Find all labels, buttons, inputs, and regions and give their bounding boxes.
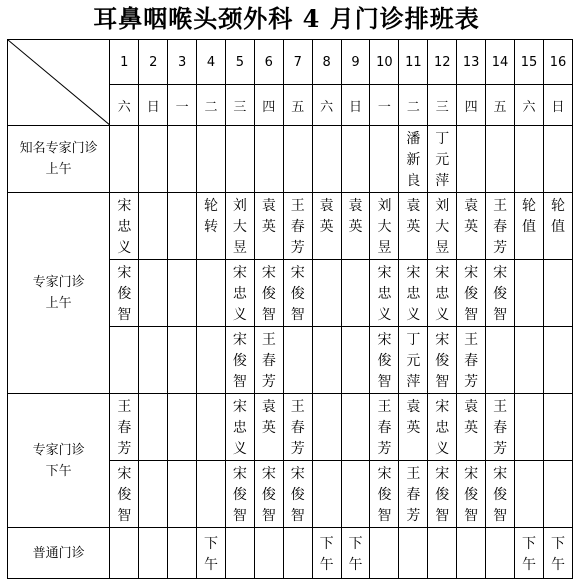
schedule-cell bbox=[139, 193, 168, 260]
schedule-cell bbox=[168, 126, 197, 193]
schedule-cell bbox=[168, 461, 197, 528]
weekday-cell: 一 bbox=[168, 85, 197, 126]
schedule-cell bbox=[197, 193, 226, 260]
schedule-cell bbox=[543, 126, 572, 193]
date-cell: 7 bbox=[283, 40, 312, 85]
doctor-name: 宋俊智 bbox=[290, 466, 305, 524]
schedule-cell bbox=[197, 461, 226, 528]
schedule-cell bbox=[457, 260, 486, 327]
schedule-cell bbox=[283, 260, 312, 327]
schedule-cell bbox=[515, 461, 544, 528]
weekday-cell: 五 bbox=[283, 85, 312, 126]
schedule-cell bbox=[370, 126, 399, 193]
schedule-cell bbox=[515, 260, 544, 327]
weekday-cell: 三 bbox=[428, 85, 457, 126]
doctor-name: 宋俊智 bbox=[377, 466, 392, 524]
schedule-cell bbox=[139, 126, 168, 193]
schedule-cell bbox=[197, 528, 226, 579]
doctor-name: 宋俊智 bbox=[493, 466, 508, 524]
schedule-cell bbox=[515, 126, 544, 193]
schedule-cell bbox=[399, 528, 428, 579]
schedule-cell bbox=[139, 394, 168, 461]
doctor-name: 宋忠义 bbox=[377, 265, 392, 323]
doctor-name: 宋俊智 bbox=[117, 466, 132, 524]
doctor-name: 刘大昱 bbox=[377, 198, 392, 256]
schedule-cell bbox=[312, 327, 341, 394]
doctor-name: 宋俊智 bbox=[261, 466, 276, 524]
doctor-name: 宋忠义 bbox=[232, 265, 247, 323]
schedule-cell bbox=[312, 461, 341, 528]
schedule-cell bbox=[457, 193, 486, 260]
doctor-name: 袁英 bbox=[406, 198, 421, 235]
schedule-cell bbox=[341, 126, 370, 193]
schedule-cell bbox=[283, 327, 312, 394]
schedule-cell bbox=[486, 528, 515, 579]
doctor-name: 宋忠义 bbox=[435, 399, 450, 457]
date-cell: 1 bbox=[110, 40, 139, 85]
schedule-cell bbox=[110, 528, 139, 579]
schedule-cell bbox=[543, 260, 572, 327]
schedule-cell bbox=[168, 394, 197, 461]
doctor-name: 袁英 bbox=[319, 198, 334, 235]
date-cell: 3 bbox=[168, 40, 197, 85]
doctor-name: 轮值 bbox=[550, 198, 565, 235]
schedule-cell bbox=[139, 528, 168, 579]
weekday-cell: 日 bbox=[543, 85, 572, 126]
date-cell: 5 bbox=[225, 40, 254, 85]
schedule-cell bbox=[312, 260, 341, 327]
schedule-cell bbox=[428, 461, 457, 528]
schedule-cell bbox=[197, 126, 226, 193]
weekday-cell: 二 bbox=[399, 85, 428, 126]
schedule-cell bbox=[225, 394, 254, 461]
doctor-name: 宋俊智 bbox=[464, 265, 479, 323]
doctor-name: 宋俊智 bbox=[290, 265, 305, 323]
doctor-name: 袁英 bbox=[348, 198, 363, 235]
schedule-cell bbox=[399, 461, 428, 528]
schedule-cell bbox=[370, 327, 399, 394]
schedule-cell bbox=[457, 327, 486, 394]
weekday-cell: 一 bbox=[370, 85, 399, 126]
row-label-expert-am: 专家门诊 上午 bbox=[8, 193, 110, 394]
schedule-cell bbox=[254, 327, 283, 394]
doctor-name: 王春芳 bbox=[464, 332, 479, 390]
schedule-cell bbox=[515, 193, 544, 260]
date-cell: 8 bbox=[312, 40, 341, 85]
doctor-name: 宋俊智 bbox=[232, 332, 247, 390]
doctor-name: 宋忠义 bbox=[232, 399, 247, 457]
schedule-cell bbox=[312, 126, 341, 193]
date-cell: 2 bbox=[139, 40, 168, 85]
schedule-cell bbox=[110, 193, 139, 260]
schedule-cell bbox=[312, 193, 341, 260]
date-cell: 14 bbox=[486, 40, 515, 85]
schedule-cell bbox=[515, 528, 544, 579]
schedule-cell bbox=[225, 327, 254, 394]
weekday-cell: 六 bbox=[312, 85, 341, 126]
header-diagonal-cell bbox=[8, 40, 110, 126]
schedule-cell bbox=[139, 327, 168, 394]
date-cell: 10 bbox=[370, 40, 399, 85]
doctor-name: 袁英 bbox=[406, 399, 421, 436]
schedule-table bbox=[7, 39, 573, 579]
schedule-cell bbox=[168, 528, 197, 579]
schedule-cell bbox=[225, 528, 254, 579]
schedule-cell bbox=[486, 260, 515, 327]
doctor-name: 丁元萍 bbox=[435, 131, 450, 189]
schedule-cell bbox=[110, 126, 139, 193]
row-label-expert-pm: 专家门诊 下午 bbox=[8, 394, 110, 528]
schedule-cell bbox=[197, 260, 226, 327]
schedule-cell bbox=[457, 461, 486, 528]
weekday-cell: 二 bbox=[197, 85, 226, 126]
date-cell: 16 bbox=[543, 40, 572, 85]
schedule-cell bbox=[110, 394, 139, 461]
weekday-cell: 日 bbox=[341, 85, 370, 126]
schedule-cell bbox=[254, 528, 283, 579]
schedule-cell bbox=[399, 394, 428, 461]
doctor-name: 宋俊智 bbox=[261, 265, 276, 323]
doctor-name: 袁英 bbox=[464, 399, 479, 436]
schedule-cell bbox=[139, 260, 168, 327]
schedule-cell bbox=[254, 260, 283, 327]
schedule-cell bbox=[254, 193, 283, 260]
doctor-name: 王春芳 bbox=[117, 399, 132, 457]
row-label-general: 普通门诊 bbox=[8, 528, 110, 579]
doctor-name: 宋俊智 bbox=[435, 332, 450, 390]
schedule-cell bbox=[457, 394, 486, 461]
doctor-name: 王春芳 bbox=[493, 399, 508, 457]
schedule-cell bbox=[543, 394, 572, 461]
doctor-name: 宋俊智 bbox=[232, 466, 247, 524]
schedule-cell bbox=[283, 528, 312, 579]
doctor-name: 王春芳 bbox=[406, 466, 421, 524]
weekday-cell: 四 bbox=[254, 85, 283, 126]
schedule-cell bbox=[254, 461, 283, 528]
weekday-cell: 五 bbox=[486, 85, 515, 126]
schedule-cell bbox=[486, 327, 515, 394]
schedule-cell bbox=[399, 327, 428, 394]
schedule-cell bbox=[225, 193, 254, 260]
doctor-name: 王春芳 bbox=[493, 198, 508, 256]
schedule-cell bbox=[341, 327, 370, 394]
doctor-name: 宋忠义 bbox=[435, 265, 450, 323]
doctor-name: 下午 bbox=[319, 536, 334, 573]
schedule-cell bbox=[225, 260, 254, 327]
schedule-cell bbox=[197, 327, 226, 394]
schedule-cell bbox=[428, 528, 457, 579]
doctor-name: 宋俊智 bbox=[117, 265, 132, 323]
weekday-cell: 四 bbox=[457, 85, 486, 126]
date-cell: 6 bbox=[254, 40, 283, 85]
schedule-cell bbox=[341, 528, 370, 579]
doctor-name: 袁英 bbox=[261, 198, 276, 235]
diagonal-line bbox=[8, 40, 110, 126]
doctor-name: 宋俊智 bbox=[493, 265, 508, 323]
schedule-cell bbox=[110, 461, 139, 528]
schedule-cell bbox=[283, 461, 312, 528]
doctor-name: 刘大昱 bbox=[435, 198, 450, 256]
date-cell: 15 bbox=[515, 40, 544, 85]
date-cell: 4 bbox=[197, 40, 226, 85]
schedule-cell bbox=[225, 126, 254, 193]
doctor-name: 下午 bbox=[550, 536, 565, 573]
doctor-name: 轮值 bbox=[521, 198, 536, 235]
page-title: 耳鼻咽喉头颈外科 4 月门诊排班表 bbox=[93, 4, 480, 33]
doctor-name: 宋忠义 bbox=[117, 198, 132, 256]
schedule-cell bbox=[543, 327, 572, 394]
schedule-cell bbox=[283, 394, 312, 461]
weekday-cell: 六 bbox=[515, 85, 544, 126]
date-cell: 13 bbox=[457, 40, 486, 85]
doctor-name: 袁英 bbox=[261, 399, 276, 436]
doctor-name: 王春芳 bbox=[377, 399, 392, 457]
schedule-cell bbox=[543, 528, 572, 579]
schedule-cell bbox=[515, 327, 544, 394]
schedule-cell bbox=[283, 193, 312, 260]
schedule-cell bbox=[428, 327, 457, 394]
schedule-cell bbox=[428, 394, 457, 461]
schedule-cell bbox=[457, 126, 486, 193]
schedule-cell bbox=[341, 461, 370, 528]
schedule-cell bbox=[341, 193, 370, 260]
schedule-cell bbox=[168, 260, 197, 327]
schedule-cell bbox=[254, 126, 283, 193]
schedule-cell bbox=[312, 528, 341, 579]
schedule-cell bbox=[168, 193, 197, 260]
schedule-cell bbox=[168, 327, 197, 394]
schedule-cell bbox=[370, 193, 399, 260]
date-cell: 9 bbox=[341, 40, 370, 85]
doctor-name: 王春芳 bbox=[290, 399, 305, 457]
doctor-name: 下午 bbox=[348, 536, 363, 573]
date-cell: 11 bbox=[399, 40, 428, 85]
doctor-name: 王春芳 bbox=[261, 332, 276, 390]
schedule-cell bbox=[428, 126, 457, 193]
schedule-cell bbox=[399, 193, 428, 260]
schedule-cell bbox=[197, 394, 226, 461]
weekday-cell: 三 bbox=[225, 85, 254, 126]
date-cell: 12 bbox=[428, 40, 457, 85]
weekday-cell: 六 bbox=[110, 85, 139, 126]
schedule-cell bbox=[486, 461, 515, 528]
doctor-name: 宋俊智 bbox=[435, 466, 450, 524]
schedule-cell bbox=[110, 260, 139, 327]
doctor-name: 丁元萍 bbox=[406, 332, 421, 390]
schedule-cell bbox=[486, 394, 515, 461]
schedule-cell bbox=[370, 528, 399, 579]
schedule-cell bbox=[283, 126, 312, 193]
schedule-cell bbox=[543, 461, 572, 528]
doctor-name: 下午 bbox=[521, 536, 536, 573]
schedule-cell bbox=[399, 260, 428, 327]
doctor-name: 下午 bbox=[204, 536, 218, 573]
schedule-cell bbox=[225, 461, 254, 528]
schedule-cell bbox=[543, 193, 572, 260]
schedule-cell bbox=[312, 394, 341, 461]
schedule-cell bbox=[486, 193, 515, 260]
schedule-cell bbox=[254, 394, 283, 461]
doctor-name: 宋俊智 bbox=[464, 466, 479, 524]
row-label-famous-expert-am: 知名专家门诊 上午 bbox=[8, 126, 110, 193]
doctor-name: 刘大昱 bbox=[232, 198, 247, 256]
doctor-name: 袁英 bbox=[464, 198, 479, 235]
schedule-cell bbox=[399, 126, 428, 193]
schedule-cell bbox=[428, 193, 457, 260]
schedule-cell bbox=[457, 528, 486, 579]
schedule-cell bbox=[139, 461, 168, 528]
schedule-cell bbox=[370, 260, 399, 327]
doctor-name: 潘新良 bbox=[406, 131, 421, 189]
schedule-cell bbox=[341, 394, 370, 461]
schedule-cell bbox=[341, 260, 370, 327]
schedule-cell bbox=[486, 126, 515, 193]
schedule-cell bbox=[370, 394, 399, 461]
doctor-name: 轮转 bbox=[204, 198, 218, 235]
schedule-cell bbox=[370, 461, 399, 528]
schedule-cell bbox=[428, 260, 457, 327]
weekday-cell: 日 bbox=[139, 85, 168, 126]
schedule-cell bbox=[110, 327, 139, 394]
doctor-name: 宋俊智 bbox=[377, 332, 392, 390]
schedule-cell bbox=[515, 394, 544, 461]
doctor-name: 宋忠义 bbox=[406, 265, 421, 323]
doctor-name: 王春芳 bbox=[290, 198, 305, 256]
